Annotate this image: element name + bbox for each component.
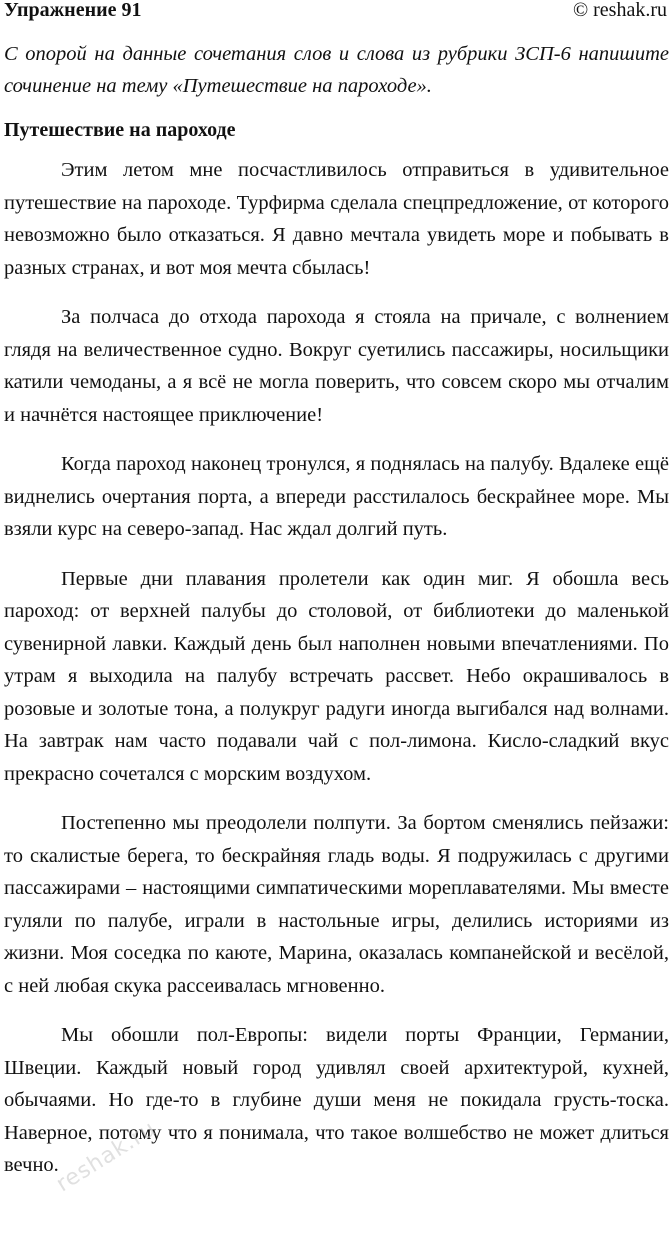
essay-paragraph: Постепенно мы преодолели полпути. За бортом сменялись пейзажи: то скалистые берега, то бескрайняя гладь воды. Я подружилась с другими пассажирами – настоящими симпатическими мореплавателями. Мы вместе гуляли по палубе, играли в настольные игры, делились историями из жизни. Моя соседка по каюте, Марина, оказалась компанейской и весёлой, с ней любая скука рассеивалась мгновенно. [4,812,669,997]
essay-paragraph: Когда пароход наконец тронулся, я поднялась на палубу. Вдалеке ещё виднелись очертания порта, а впереди расстилалось бескрайнее море. Мы взяли курс на северо-запад. Нас ждал долгий путь. [4,453,669,540]
essay-paragraph: Мы обошли пол-Европы: видели порты Франции, Германии, Швеции. Каждый новый город удивлял своей архитектурой, кухней, обычаями. Но где-то в глубине души меня не покидала грусть-тоска. Наверное, потому что я понимала, что такое волшебство не может длиться вечно. [4,1024,669,1176]
task-text: С опорой на данные сочетания слов и слова из рубрики ЗСП-6 напишите сочинение на тему «Путешествие на пароходе». [4,43,669,97]
essay-paragraph: За полчаса до отхода парохода я стояла на причале, с волнением глядя на величественное судно. Вокруг суетились пассажиры, носильщики катили чемоданы, а я всё не могла поверить, что совсем скоро мы отчалим и начнётся настоящее приключение! [4,306,669,426]
watermark-logo: reshak.ru [52,1116,161,1198]
essay-paragraph: Этим летом мне посчастливилось отправиться в удивительное путешествие на пароходе. Турфирма сделала спецпредложение, от которого невозможно было отказаться. Я давно мечтала увидеть море и побывать в разных странах, и вот моя мечта сбылась! [4,159,669,279]
exercise-title: Упражнение 91 [4,0,142,21]
header [4,0,669,28]
essay-title: Путешествие на пароходе [4,119,236,141]
essay-paragraph: Первые дни плавания пролетели как один миг. Я обошла весь пароход: от верхней палубы до столовой, от библиотеки до маленькой сувенирной лавки. Каждый день был наполнен новыми впечатлениями. По утрам я выходила на палубу встречать рассвет. Небо окрашивалось в розовые и золотые тона, а полукруг радуги иногда выгибался над волнами. На завтрак нам часто подавали чай с пол-лимона. Кисло-сладкий вкус прекрасно сочетался с морским воздухом. [4,567,669,785]
source-label: © reshak.ru [572,0,667,21]
